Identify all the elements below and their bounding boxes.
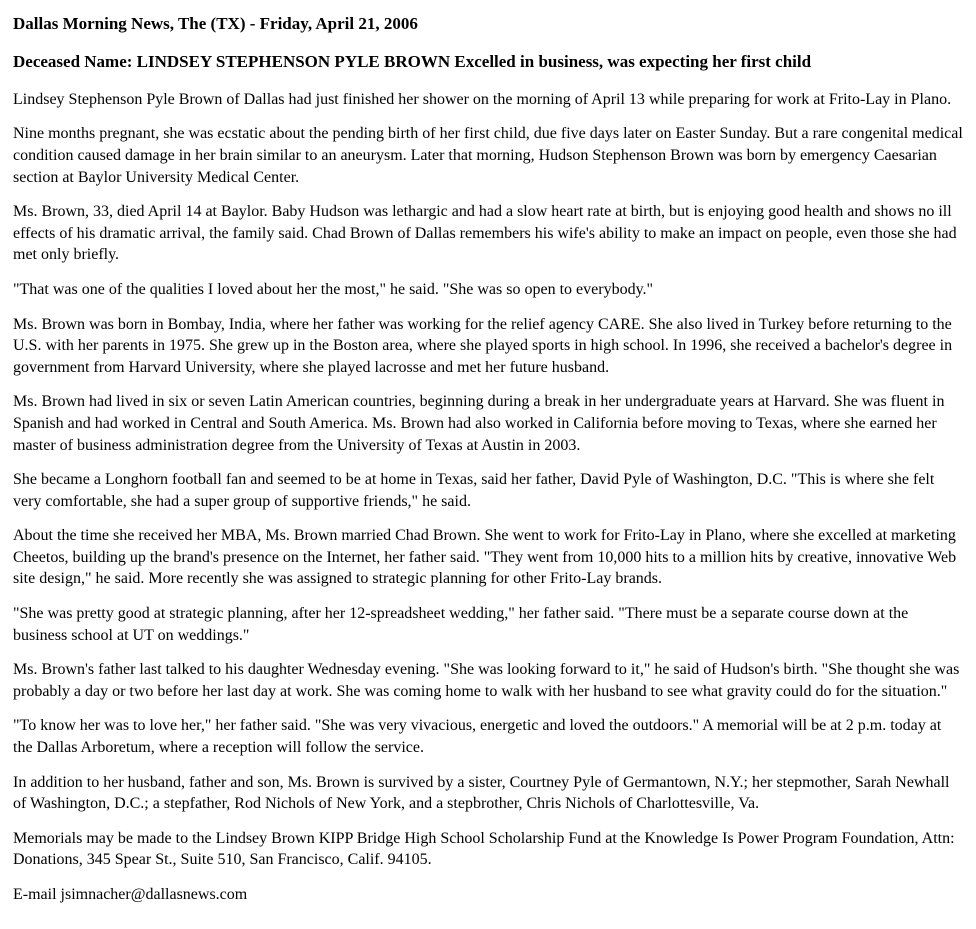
article-paragraph: "That was one of the qualities I loved about her the most," he said. "She was so open to everybody." — [13, 280, 654, 298]
article-paragraph: About the time she received her MBA, Ms. Brown married Chad Brown. She went to work for Frito-Lay in Plano, where she excelled at marketing Cheetos, building up the brand's presence on the Internet, her father said. "They went from 10,000 hits to a million hits by creative, innovative Web site design," he said. More recently she was assigned to strategic planning for other Frito-Lay brands. — [13, 527, 957, 588]
article-paragraph: Ms. Brown, 33, died April 14 at Baylor. Baby Hudson was lethargic and had a slow heart rate at birth, but is enjoying good health and shows no ill effects of his dramatic arrival, the family said. Chad Brown of Dallas remembers his wife's ability to make an impact on people, even those she had met only briefly. — [13, 203, 957, 264]
article-paragraph: Nine months pregnant, she was ecstatic about the pending birth of her first child, due five days later on Easter Sunday. But a rare congenital medical condition caused damage in her brain similar to an aneurysm. Later that morning, Hudson Stephenson Brown was born by emergency Caesarian section at Baylor University Medical Center. — [13, 125, 963, 186]
article-paragraph: Lindsey Stephenson Pyle Brown of Dallas had just finished her shower on the morning of April 13 while preparing for work at Frito-Lay in Plano. — [13, 90, 952, 108]
article-paragraph: Ms. Brown's father last talked to his daughter Wednesday evening. "She was looking forward to it," he said of Hudson's birth. "She thought she was probably a day or two before her last day at work. She was coming home to walk with her husband to see what gravity could do for the situation." — [13, 661, 960, 700]
article-body — [13, 89, 963, 906]
source-dateline: Dallas Morning News, The (TX) - Friday, April 21, 2006 — [13, 14, 418, 33]
headline: Deceased Name: LINDSEY STEPHENSON PYLE BROWN Excelled in business, was expecting her first child — [13, 52, 812, 72]
article-paragraph: E-mail jsimnacher@dallasnews.com — [13, 886, 248, 903]
article-paragraph: "She was pretty good at strategic planning, after her 12-spreadsheet wedding," her father said. "There must be a separate course down at the business school at UT on weddings." — [13, 605, 909, 644]
article-paragraph: Ms. Brown had lived in six or seven Latin American countries, beginning during a break in her undergraduate years at Harvard. She was fluent in Spanish and had worked in Central and South America. Ms. Brown had also worked in California before moving to Texas, where she earned her master of business administration degree from the University of Texas at Austin in 2003. — [13, 393, 945, 454]
article-paragraph: She became a Longhorn football fan and seemed to be at home in Texas, said her father, David Pyle of Washington, D.C. "This is where she felt very comfortable, she had a super group of supportive friends," he said. — [13, 471, 935, 510]
article-paragraph: Memorials may be made to the Lindsey Brown KIPP Bridge High School Scholarship Fund at the Knowledge Is Power Program Foundation, Attn: Donations, 345 Spear St., Suite 510, San Francisco, Calif. 94105. — [13, 829, 955, 869]
article-paragraph: Ms. Brown was born in Bombay, India, where her father was working for the relief agency CARE. She also lived in Turkey before returning to the U.S. with her parents in 1975. She grew up in the Boston area, where she played sports in high school. In 1996, she received a bachelor's degree in government from Harvard University, where she played lacrosse and met her future husband. — [13, 315, 953, 376]
article-paragraph: In addition to her husband, father and son, Ms. Brown is survived by a sister, Courtney Pyle of Germantown, N.Y.; her stepmother, Sarah Newhall of Washington, D.C.; a stepfather, Rod Nichols of New York, and a stepbrother, Chris Nichols of Charlottesville, Va. — [13, 773, 950, 813]
article-paragraph: "To know her was to love her," her father said. "She was very vivacious, energetic and loved the outdoors." A memorial will be at 2 p.m. today at the Dallas Arboretum, where a reception will follow the service. — [13, 717, 942, 757]
